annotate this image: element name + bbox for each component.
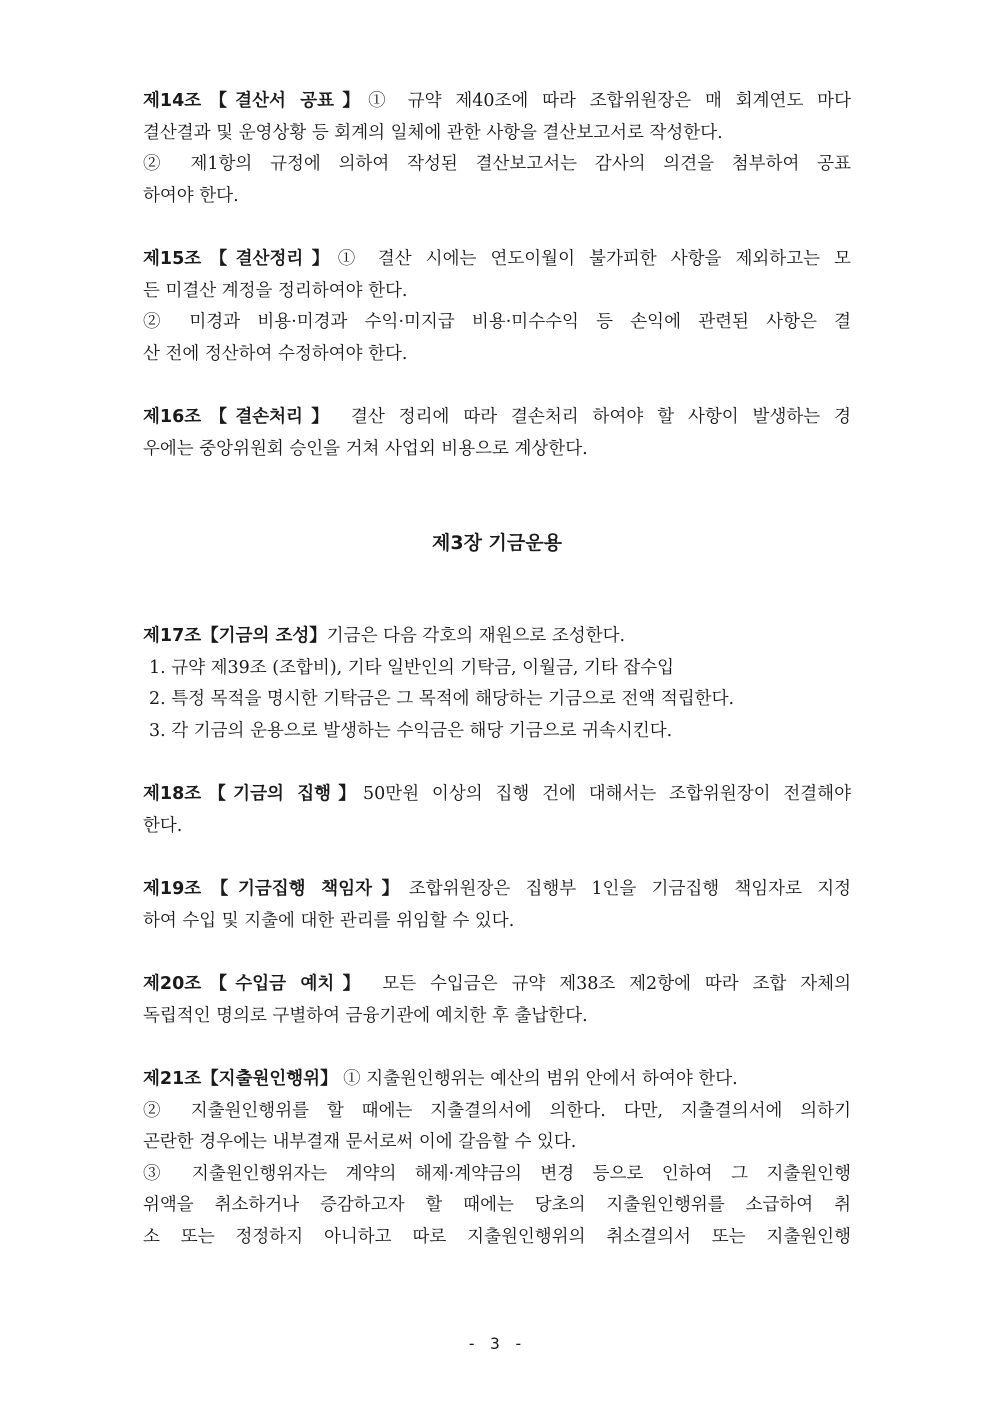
article-heading: 제17조【기금의 조성】: [143, 626, 327, 646]
article-text: ① 결산 시에는 연도이월이 불가피한 사항을 제외하고는 모: [337, 249, 851, 269]
article: [143, 402, 851, 465]
article-text: ① 지출원인행위는 예산의 범위 안에서 하여야 한다.: [337, 1069, 738, 1089]
article-line: [143, 874, 851, 906]
article-line: [143, 402, 851, 434]
article-text: 기금은 다음 각호의 재원으로 조성한다.: [326, 626, 626, 646]
article-text: 한다.: [143, 815, 183, 836]
article-line: [143, 118, 851, 150]
article-text: ③ 지출원인행위자는 계약의 해제·계약금의 변경 등으로 인하여 그 지출원인행: [143, 1163, 851, 1184]
article-heading: 제18조【기금의 집행】: [143, 784, 364, 804]
article-line: [143, 1159, 851, 1191]
article-text: ② 제1항의 규정에 의하여 작성된 결산보고서는 감사의 의견을 첨부하여 공표: [143, 154, 851, 174]
article: [143, 1064, 851, 1253]
article-heading: 제19조【기금집행 책임자】: [143, 879, 409, 899]
article-text: 결산 정리에 따라 결손처리 하여야 할 사항이 발생하는 경: [337, 407, 851, 427]
article-line: [143, 339, 851, 371]
article-list-item: [143, 653, 851, 685]
article: [143, 621, 851, 747]
article-heading: 제14조【결산서 공표】: [143, 91, 369, 111]
article-text: 1. 규약 제39조 (조합비), 기타 일반인의 기탁금, 이월금, 기타 잡수입: [149, 657, 675, 678]
article-text: 소 또는 정정하지 아니하고 따로 지출원인행위의 취소결의서 또는 지출원인행: [143, 1226, 851, 1247]
article-list-item: [143, 716, 851, 748]
article: [143, 244, 851, 370]
article: [143, 874, 851, 937]
article-heading: 제20조【수입금 예치】: [143, 974, 369, 994]
article-line: [143, 779, 851, 811]
article-line: [143, 181, 851, 213]
article-line: [143, 149, 851, 181]
article-line: [143, 906, 851, 938]
article-list-item: [143, 684, 851, 716]
article-line: [143, 86, 851, 118]
article-heading: 제15조【결산정리】: [143, 249, 338, 269]
article-text: 우에는 중앙위원회 승인을 거쳐 사업외 비용으로 계상한다.: [143, 438, 588, 459]
article-text: 조합위원장은 집행부 1인을 기금집행 책임자로 지정: [408, 879, 851, 899]
article-text: 위액을 취소하거나 증감하고자 할 때에는 당초의 지출원인행위를 소급하여 취: [143, 1195, 851, 1215]
article-line: [143, 621, 851, 653]
article: [143, 779, 851, 842]
article-text: 산 전에 정산하여 수정하여야 한다.: [143, 343, 408, 364]
article-heading: 제21조【지출원인행위】: [143, 1069, 338, 1089]
article-text: 결산결과 및 운영상황 등 회계의 일체에 관한 사항을 결산보고서로 작성한다.: [143, 122, 723, 143]
document-body: [143, 86, 851, 1285]
article-text: ② 지출원인행위를 할 때에는 지출결의서에 의한다. 다만, 지출결의서에 의하기: [143, 1100, 851, 1121]
article-text: 50만원 이상의 집행 건에 대해서는 조합위원장이 전결해야: [363, 784, 851, 804]
article-line: [143, 434, 851, 466]
article-text: ① 규약 제40조에 따라 조합위원장은 매 회계연도 마다: [368, 91, 851, 111]
article-line: [143, 1222, 851, 1254]
article-line: [143, 1096, 851, 1128]
article-text: 3. 각 기금의 운용으로 발생하는 수익금은 해당 기금으로 귀속시킨다.: [149, 720, 673, 741]
article-line: [143, 1064, 851, 1096]
article-line: [143, 811, 851, 843]
article-text: 곤란한 경우에는 내부결재 문서로써 이에 갈음할 수 있다.: [143, 1132, 577, 1152]
article-line: [143, 1190, 851, 1222]
article-line: [143, 969, 851, 1001]
article-line: [143, 276, 851, 308]
article-line: [143, 307, 851, 339]
article-text: 모든 수입금은 규약 제38조 제2항에 따라 조합 자체의: [368, 974, 851, 994]
page-number: - 3 -: [466, 1334, 526, 1353]
article-line: [143, 1001, 851, 1033]
article-heading: 제16조【결손처리】: [143, 407, 338, 427]
article-line: [143, 244, 851, 276]
article-text: 독립적인 명의로 구별하여 금융기관에 예치한 후 출납한다.: [143, 1005, 588, 1026]
article-text: 든 미결산 계정을 정리하여야 한다.: [143, 280, 408, 301]
article-text: 2. 특정 목적을 명시한 기탁금은 그 목적에 해당하는 기금으로 전액 적립한다.: [149, 689, 735, 709]
article-line: [143, 1127, 851, 1159]
article: [143, 969, 851, 1032]
chapter-title: 제3장 기금운용: [432, 532, 562, 554]
articles-section-before: [143, 86, 851, 465]
article-text: 하여 수입 및 지출에 대한 관리를 위임할 수 있다.: [143, 910, 515, 931]
article-text: 하여야 한다.: [143, 185, 239, 206]
article-text: ② 미경과 비용·미경과 수익·미지급 비용·미수수익 등 손익에 관련된 사항은 결: [143, 312, 851, 332]
article: [143, 86, 851, 212]
articles-section-after: [143, 621, 851, 1253]
